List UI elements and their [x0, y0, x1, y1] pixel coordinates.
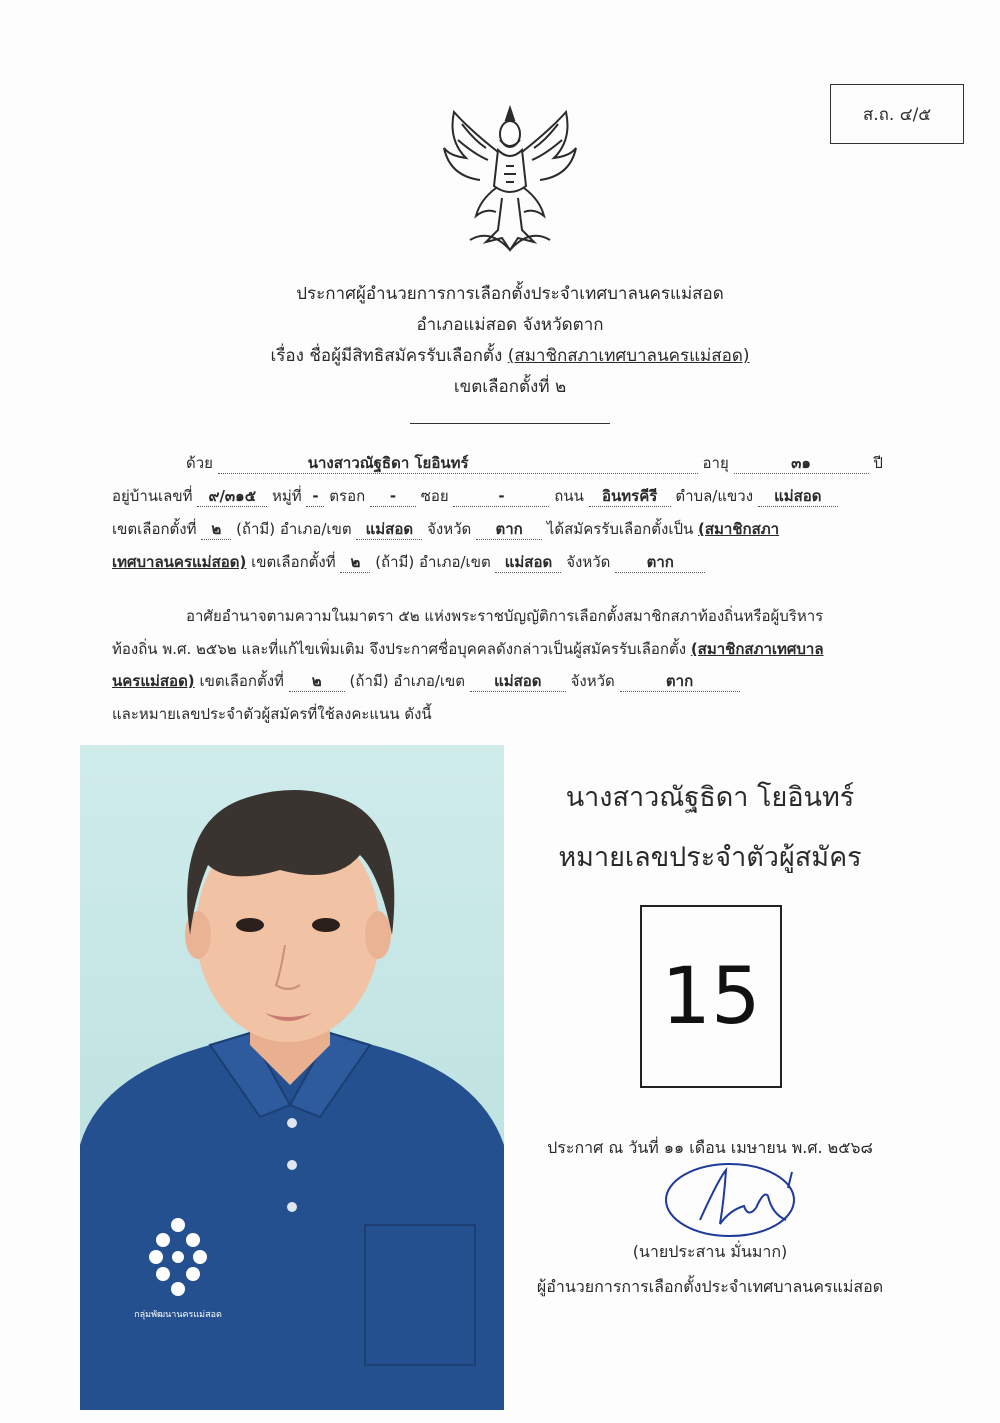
zone-field: ๒	[201, 519, 231, 540]
form-code: ส.ถ. ๔/๕	[862, 104, 932, 125]
subject-position: (สมาชิกสภาเทศบาลนครแม่สอด)	[507, 346, 750, 366]
label-subdistrict: ตำบล/แขวง	[675, 487, 754, 505]
moo-field: -	[306, 486, 324, 507]
label-province: จังหวัด	[427, 520, 472, 538]
road-field: อินทรคีรี	[589, 486, 671, 507]
garuda-emblem-icon	[440, 100, 580, 260]
label-district: (ถ้ามี) อำเภอ/เขต	[236, 520, 352, 538]
signer-name: (นายประสาน มั่นมาก)	[632, 1242, 788, 1261]
label-zone: เขตเลือกตั้งที่	[112, 520, 197, 538]
age-field: ๓๑	[734, 453, 869, 474]
subdistrict-field: แม่สอด	[758, 486, 838, 507]
label-years: ปี	[873, 454, 883, 472]
label-trok: ตรอก	[329, 487, 366, 505]
soi-field: -	[453, 486, 549, 507]
position-part2: เทศบาลนครแม่สอด)	[112, 553, 247, 571]
district-field-3: แม่สอด	[470, 671, 566, 692]
signature-icon	[660, 1160, 820, 1245]
province-field-3: ตาก	[620, 671, 740, 692]
paragraph-line-2-text: ท้องถิ่น พ.ศ. ๒๕๖๒ และที่แก้ไขเพิ่มเติม จึงประกาศชื่อบุคคลดังกล่าวเป็นผู้สมัครรับเลือกตั้ง	[112, 640, 687, 658]
header-line-1: ประกาศผู้อำนวยการการเลือกตั้งประจำเทศบาลนครแม่สอด	[296, 284, 724, 304]
house-no-field: ๙/๓๑๕	[197, 486, 267, 507]
shirt-logo-text: กลุ่มพัฒนานครแม่สอด	[134, 1310, 222, 1320]
label-road: ถนน	[554, 487, 584, 505]
paragraph-line-4: และหมายเลขประจำตัวผู้สมัครที่ใช้ลงคะแนน ดังนี้	[112, 705, 432, 723]
detail-line-3	[112, 519, 779, 540]
candidate-number-box	[640, 905, 782, 1088]
label-district-3: (ถ้ามี) อำเภอ/เขต	[349, 672, 466, 690]
subject-prefix: เรื่อง ชื่อผู้มีสิทธิสมัครรับเลือกตั้ง	[270, 346, 503, 366]
label-house-no: อยู่บ้านเลขที่	[112, 487, 193, 505]
label-district-2: (ถ้ามี) อำเภอ/เขต	[375, 553, 491, 571]
paragraph-position-1: (สมาชิกสภาเทศบาล	[690, 640, 824, 658]
candidate-photo	[80, 745, 504, 1410]
label-applied: ได้สมัครรับเลือกตั้งเป็น	[546, 520, 694, 538]
zone-field-3: ๒	[289, 671, 345, 692]
paragraph-line-1: อาศัยอำนาจตามความในมาตรา ๕๒ แห่งพระราชบัญญัติการเลือกตั้งสมาชิกสภาท้องถิ่นหรือผู้บริหาร	[186, 607, 824, 625]
candidate-number: 15	[661, 951, 761, 1042]
label-province-3: จังหวัด	[570, 672, 615, 690]
form-code-box	[830, 84, 964, 144]
label-by: ด้วย	[186, 454, 213, 472]
label-moo: หมู่ที่	[272, 487, 302, 505]
label-age: อายุ	[702, 454, 729, 472]
candidate-portrait-illustration	[80, 745, 504, 1410]
province-field: ตาก	[476, 519, 542, 540]
label-soi: ซอย	[420, 487, 449, 505]
detail-line-2	[112, 486, 838, 507]
label-zone-2: เขตเลือกตั้งที่	[251, 553, 336, 571]
header-line-4: เขตเลือกตั้งที่ ๒	[453, 377, 567, 397]
paragraph-line-3	[112, 671, 740, 692]
header-subject	[150, 342, 870, 369]
header-line-2: อำเภอแม่สอด จังหวัดตาก	[416, 315, 604, 335]
province-field-2: ตาก	[615, 552, 705, 573]
header-divider	[410, 423, 610, 424]
district-field: แม่สอด	[356, 519, 422, 540]
zone-field-2: ๒	[340, 552, 370, 573]
position-part1: (สมาชิกสภา	[698, 520, 780, 538]
label-zone-3: เขตเลือกตั้งที่	[199, 672, 284, 690]
announcement-date: ประกาศ ณ วันที่ ๑๑ เดือน เมษายน พ.ศ. ๒๕๖๘	[547, 1138, 873, 1157]
candidate-number-label: หมายเลขประจำตัวผู้สมัคร	[558, 842, 862, 873]
paragraph-position-2: นครแม่สอด)	[112, 672, 195, 690]
label-province-2: จังหวัด	[566, 553, 611, 571]
signer-title: ผู้อำนวยการการเลือกตั้งประจำเทศบาลนครแม่สอด	[536, 1277, 884, 1296]
paragraph-line-2	[112, 639, 824, 659]
detail-line-1	[186, 453, 883, 474]
trok-field: -	[370, 486, 416, 507]
candidate-name: นางสาวณัฐธิดา โยอินทร์	[565, 782, 855, 813]
candidate-name-field: นางสาวณัฐธิดา โยอินทร์	[218, 453, 698, 474]
detail-line-4	[112, 552, 705, 573]
district-field-2: แม่สอด	[495, 552, 561, 573]
